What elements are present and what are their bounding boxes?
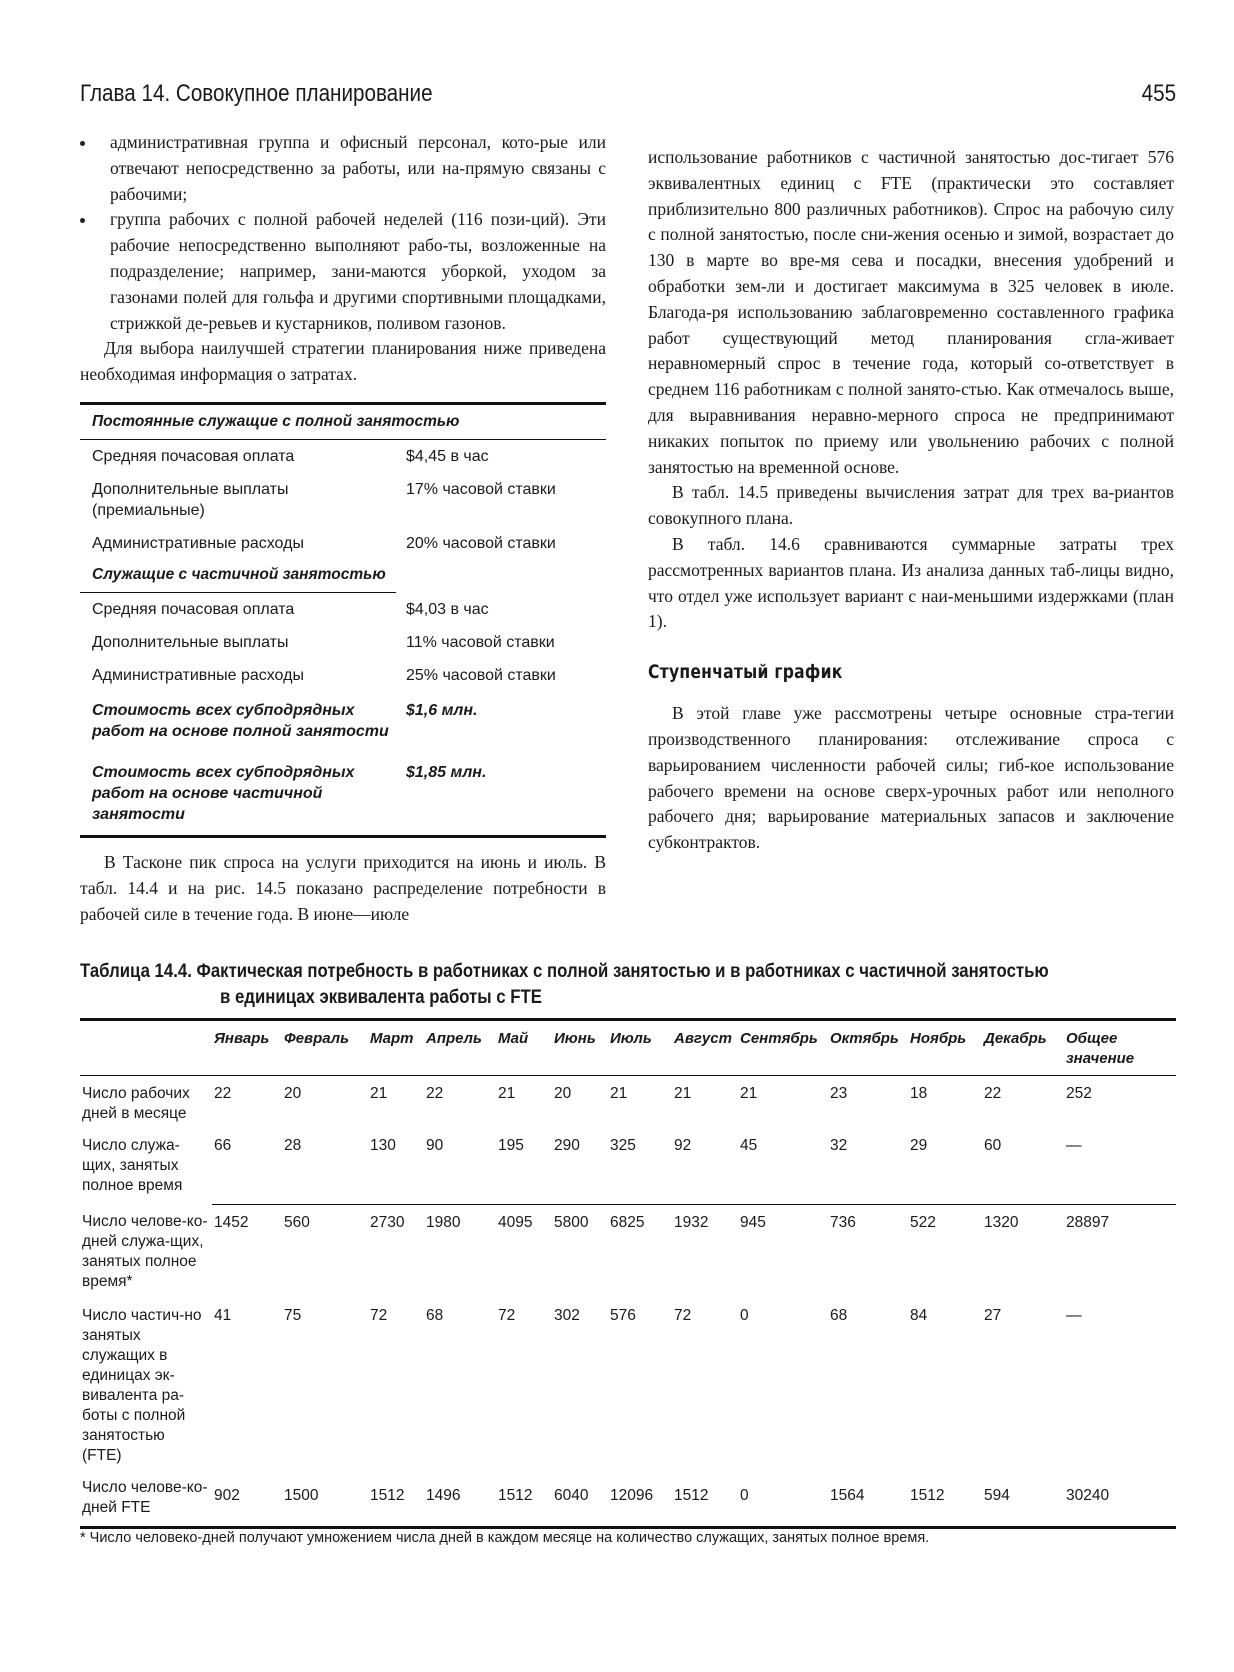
table-cell: 560	[282, 1204, 368, 1300]
table-cell: 21	[370, 1085, 388, 1102]
table-cell: 21	[674, 1085, 692, 1102]
table-caption-line1	[80, 958, 1049, 984]
table-cell: 90	[426, 1137, 444, 1154]
cost-row	[80, 626, 606, 659]
cost-value: $1,6 млн.	[406, 701, 478, 719]
table-cell: 576	[610, 1307, 636, 1324]
cost-value: $4,03 в час	[406, 600, 489, 618]
table-cell: 27	[984, 1307, 1002, 1324]
cost-row	[80, 659, 606, 692]
header-cell: Октябрь	[828, 1021, 908, 1076]
table-cell: 1932	[672, 1204, 738, 1300]
header-cell-empty	[80, 1021, 212, 1076]
table-cell: 45	[740, 1137, 758, 1154]
bullet-item	[80, 207, 606, 336]
cost-label: Стоимость всех субподрядных работ на основе частичной занятости	[92, 763, 355, 823]
table-cell: 290	[554, 1137, 580, 1154]
table-cell: 66	[214, 1137, 232, 1154]
right-paragraph-2: В табл. 14.5 приведены вычисления затрат для трех ва-риантов совокупного плана.	[648, 482, 1174, 529]
header-cell: Сентябрь	[738, 1021, 828, 1076]
table-cell: 18	[910, 1085, 928, 1102]
table-cell: 1512	[910, 1487, 945, 1504]
intro-paragraph: Для выбора наилучшей стратегии планирования ниже приведена необходимая информация о затратах.	[80, 338, 606, 385]
table-caption	[80, 958, 1180, 1010]
cost-row	[80, 748, 606, 835]
cost-table	[80, 402, 606, 838]
table-cell: 28	[284, 1137, 302, 1154]
table-cell: 902	[214, 1487, 240, 1504]
table-cell: 72	[674, 1307, 692, 1324]
table-cell: 28897	[1064, 1204, 1176, 1300]
page-number: 455	[1141, 80, 1176, 107]
table-row	[80, 1076, 1176, 1129]
table-cell: 0	[740, 1487, 749, 1504]
table-cell: 325	[610, 1137, 636, 1154]
table-cell: 21	[498, 1085, 516, 1102]
cost-value: 17% часовой ставки	[406, 480, 556, 498]
table-cell: 23	[830, 1085, 848, 1102]
header-cell: Февраль	[282, 1021, 368, 1076]
table-cell: 41	[214, 1307, 232, 1324]
table-row	[80, 1300, 1176, 1474]
table-cell: 1496	[426, 1487, 461, 1504]
table-cell: 22	[426, 1085, 444, 1102]
table-cell: 32	[830, 1137, 848, 1154]
table-cell: 6040	[554, 1487, 589, 1504]
table-cell: 130	[370, 1137, 396, 1154]
header-cell: Август	[672, 1021, 738, 1076]
parttime-header: Служащие с частичной занятостью	[80, 560, 396, 593]
table-cell: 20	[284, 1085, 302, 1102]
bullet-text: административная группа и офисный персонал, кото-рые или отвечают непосредственно за работы, или на-прямую связаны с рабочими;	[110, 132, 606, 204]
cost-value: 25% часовой ставки	[406, 666, 556, 684]
bullet-icon	[80, 218, 85, 223]
table-cell: 0	[740, 1307, 749, 1324]
table-cell: 29	[910, 1137, 928, 1154]
header-cell: Апрель	[424, 1021, 496, 1076]
row-label: Число челове-ко-дней служа-щих, занятых полное время*	[82, 1213, 208, 1290]
table-row	[80, 1474, 1176, 1526]
table-cell: 12096	[610, 1487, 654, 1504]
table-cell: 302	[554, 1307, 580, 1324]
cost-row	[80, 440, 606, 473]
table-cell: 1512	[674, 1487, 709, 1504]
table-cell: 5800	[552, 1204, 608, 1300]
table-row	[80, 1204, 1176, 1300]
right-column	[648, 145, 1174, 856]
row-label: Число служа-щих, занятых полное время	[82, 1137, 183, 1194]
table-cell: 22	[214, 1085, 232, 1102]
header-cell: Общее значение	[1064, 1021, 1176, 1076]
table-footnote: * Число человеко-дней получают умножением числа дней в каждом месяце на количество служащих, занятых полное время.	[80, 1530, 930, 1546]
table-cell: 72	[498, 1307, 516, 1324]
table-cell: 2730	[368, 1204, 424, 1300]
chapter-title: Глава 14. Совокупное планирование	[80, 80, 433, 107]
cost-value: $4,45 в час	[406, 447, 489, 465]
header-cell: Июль	[608, 1021, 672, 1076]
table-cell: 6825	[608, 1204, 672, 1300]
cost-value: $1,85 млн.	[406, 763, 487, 781]
table-cell: 72	[370, 1307, 388, 1324]
bullet-icon	[80, 141, 85, 146]
fulltime-header: Постоянные служащие с полной занятостью	[80, 405, 606, 440]
right-paragraph-3: В табл. 14.6 сравниваются суммарные затраты трех рассмотренных вариантов плана. Из анализа данных таб-лицы видно, что отдел уже использует вариант с наи-меньшими издержками (план 1).	[648, 533, 1174, 632]
table-cell: 68	[830, 1307, 848, 1324]
table-label: Таблица 14.4.	[80, 960, 192, 982]
table-cell: 945	[738, 1204, 828, 1300]
table-cell: 1500	[284, 1487, 319, 1504]
table-cell: 30240	[1066, 1487, 1110, 1504]
table-cell: 1564	[830, 1487, 865, 1504]
table-cell: 195	[498, 1137, 524, 1154]
table-cell: 522	[908, 1204, 982, 1300]
table-cell: 1980	[424, 1204, 496, 1300]
table-cell: 1452	[212, 1204, 282, 1300]
table-cell: 92	[674, 1137, 692, 1154]
header-cell: Ноябрь	[908, 1021, 982, 1076]
bullet-text: группа рабочих с полной рабочей неделей (116 пози-ций). Эти рабочие непосредственно выполняют рабо-ты, возложенные на подразделение; например, зани-маются уборкой, уходом за газонами полей для гольфа и другими спортивными площадками, стрижкой де-ревьев и кустарников, поливом газонов.	[110, 209, 606, 333]
table-cell: 594	[984, 1487, 1010, 1504]
header-cell: Июнь	[552, 1021, 608, 1076]
table-cell: 60	[984, 1137, 1002, 1154]
table-title-line2: в единицах эквивалента работы с FTE	[220, 986, 542, 1008]
table-cell: —	[1066, 1307, 1082, 1324]
header-cell: Январь	[212, 1021, 282, 1076]
section-heading: Ступенчатый график	[648, 661, 843, 684]
cost-label: Средняя почасовая оплата	[92, 600, 295, 618]
table-cell: 75	[284, 1307, 302, 1324]
cost-label: Административные расходы	[92, 666, 304, 684]
row-label: Число частич-но занятых служащих в единицах эк-вивалента ра-боты с полной занятостью (FTE)	[82, 1307, 202, 1464]
row-label: Число рабочих дней в месяце	[82, 1085, 190, 1122]
table-cell: 84	[910, 1307, 928, 1324]
table-cell: 1320	[982, 1204, 1064, 1300]
table-cell: 736	[828, 1204, 908, 1300]
header-cell: Май	[496, 1021, 552, 1076]
table-cell: 4095	[496, 1204, 552, 1300]
cost-label: Стоимость всех субподрядных работ на основе полной занятости	[92, 701, 389, 740]
cost-row	[80, 692, 606, 748]
table-header-row	[80, 1021, 1176, 1076]
table-cell: 21	[740, 1085, 758, 1102]
header-cell: Март	[368, 1021, 424, 1076]
table-cell: 1512	[498, 1487, 533, 1504]
table-cell: 22	[984, 1085, 1002, 1102]
cost-row	[80, 473, 606, 527]
cost-label: Дополнительные выплаты (премиальные)	[92, 480, 289, 519]
cost-row	[80, 527, 606, 560]
cost-row	[80, 593, 606, 626]
header-cell: Декабрь	[982, 1021, 1064, 1076]
bullet-item	[80, 130, 606, 207]
table-cell: 252	[1066, 1085, 1092, 1102]
table-cell: 1512	[370, 1487, 405, 1504]
left-column	[80, 130, 606, 927]
cost-label: Средняя почасовая оплата	[92, 447, 295, 465]
table-cell: —	[1066, 1137, 1082, 1154]
after-table-paragraph: В Тасконе пик спроса на услуги приходится на июнь и июль. В табл. 14.4 и на рис. 14.5 показано распределение потребности в рабочей силе в течение года. В июне—июле	[80, 851, 606, 924]
cost-value: 11% часовой ставки	[406, 633, 555, 651]
table-row	[80, 1128, 1176, 1204]
cost-label: Административные расходы	[92, 534, 304, 552]
right-paragraph-4: В этой главе уже рассмотрены четыре основные стра-тегии производственного планирования: отслеживание спроса с варьированием численности рабочей силы; гиб-кое использование рабочего времени на основе сверх-урочных работ или неполного рабочего дня; варьирование материальных запасов и заключение субконтрактов.	[648, 703, 1174, 853]
running-head	[80, 80, 1176, 114]
bullet-list	[80, 130, 606, 336]
row-label: Число челове-ко-дней FTE	[82, 1479, 208, 1516]
fte-table	[80, 1018, 1176, 1529]
table-cell: 21	[610, 1085, 628, 1102]
table-cell: 68	[426, 1307, 444, 1324]
table-cell: 20	[554, 1085, 572, 1102]
right-paragraph-1: использование работников с частичной занятостью дос-тигает 576 эквивалентных единиц с FTE (практически это составляет приблизительно 800 различных работников). Спрос на рабочую силу с полной занятостью, после сни-жения осенью и зимой, возрастает до 130 в марте во вре-мя сева и посадки, внесения удобрений и обработки зем-ли и достигает максимума в 325 человек в июле. Благода-ря использованию заблаговременно составленного графика работ существующий метод планирования сгла-живает неравномерный спрос в течение года, который со-ответствует в среднем 116 работникам с полной занято-стью. Как отмечалось выше, для выравнивания неравно-мерного спроса не предпринимают никаких попыток по приему или увольнению рабочих с полной занятостью на временной основе.	[648, 147, 1174, 477]
cost-value: 20% часовой ставки	[406, 534, 556, 552]
table-title: Фактическая потребность в работниках с полной занятостью и в работниках с частичной занятостью	[196, 960, 1049, 982]
cost-label: Дополнительные выплаты	[92, 633, 289, 651]
